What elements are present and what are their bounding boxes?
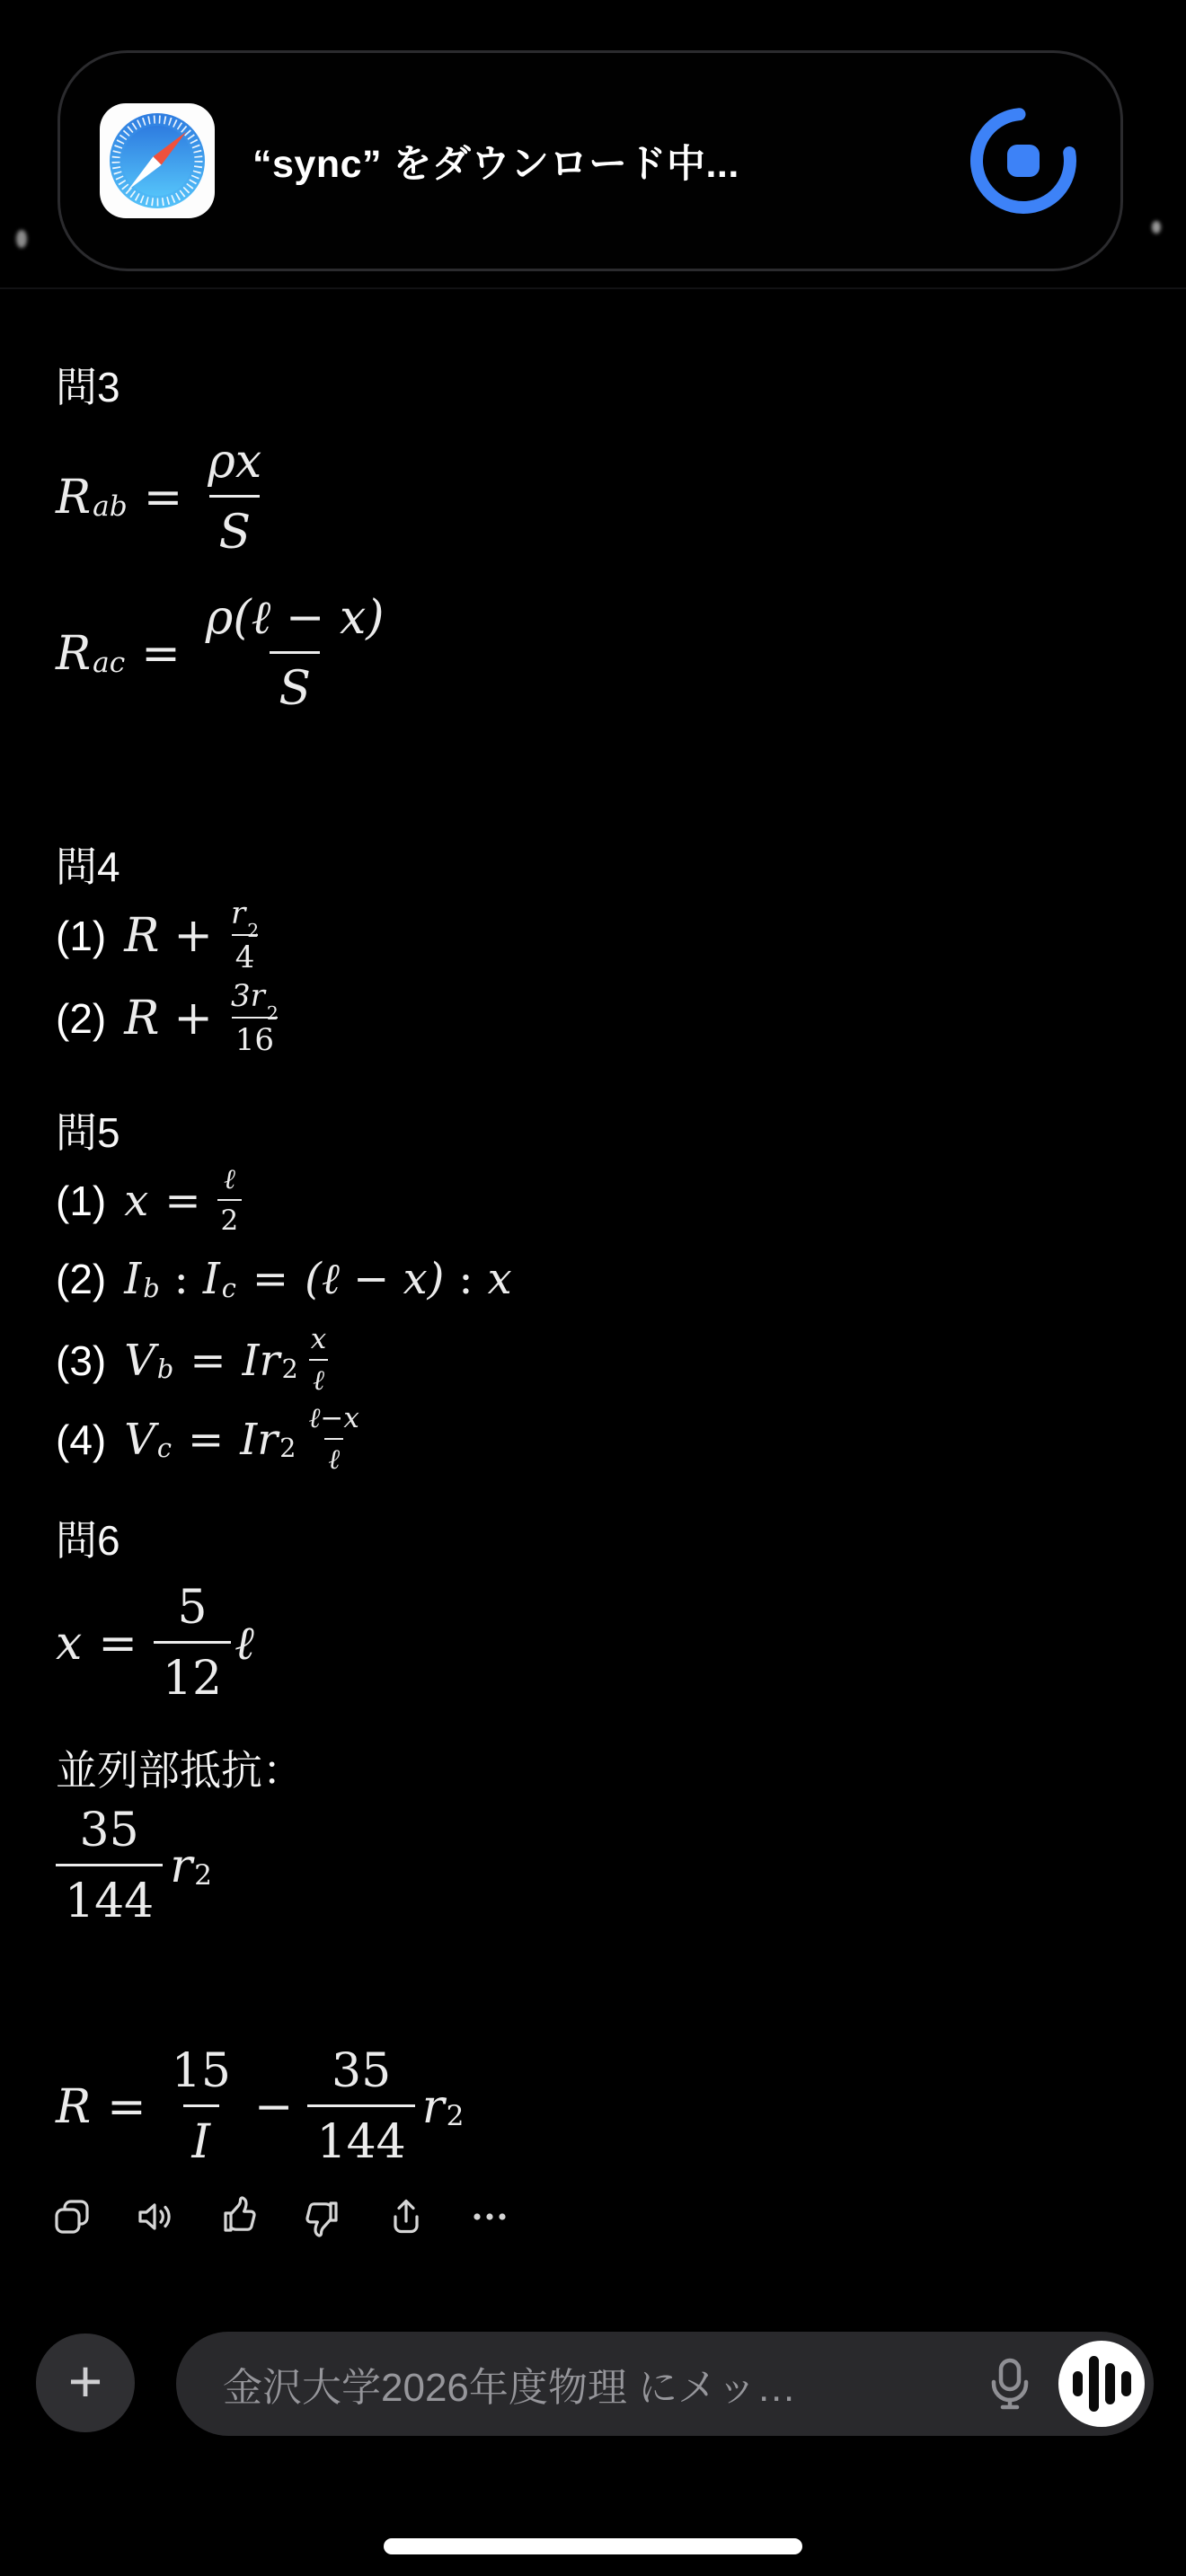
fraction <box>163 2044 240 2169</box>
copy-button[interactable] <box>50 2195 93 2238</box>
math-equals: = <box>143 470 183 525</box>
q5-heading: 問5 <box>56 1109 120 1156</box>
fraction <box>199 435 270 560</box>
math-var: Ir <box>242 1335 280 1386</box>
q3-equation-rac: R $_{ac}$ = ρ(ℓ − x) S <box>56 595 394 712</box>
parallel-equation: $\frac{35}{144}$ r $_2$ <box>56 1807 212 1925</box>
math-var: Ir <box>240 1414 279 1465</box>
edge-glare-left <box>16 230 27 248</box>
copy-icon <box>50 2195 93 2238</box>
math-equals: = <box>98 1616 137 1671</box>
fraction-denominator: ℓ <box>309 1359 328 1395</box>
fraction <box>154 1581 231 1706</box>
thumbs-down-button[interactable] <box>301 2195 344 2238</box>
more-button[interactable] <box>468 2195 511 2238</box>
fraction <box>197 591 394 716</box>
voice-waveform-icon <box>1073 2371 1083 2396</box>
fraction-denominator: 2 <box>217 1199 243 1235</box>
thumbs-up-icon <box>217 2195 261 2238</box>
attach-button[interactable] <box>36 2333 135 2432</box>
final-equation: R = $\frac{15}{I}$ − $\frac{35}{144}$ r $_2$ <box>56 2044 465 2169</box>
math-equals: = <box>164 1175 201 1226</box>
math-var: x <box>56 1616 83 1671</box>
fraction-numerator: 3r <box>230 978 265 1014</box>
edge-glare-right <box>1152 221 1161 234</box>
q5-item-2: (2) I $_b$ : I $_c$ = (ℓ − x) : x <box>56 1254 512 1304</box>
q5-item-1 <box>56 1163 242 1237</box>
fraction-numerator: x <box>310 1323 327 1355</box>
math-var: x <box>487 1254 512 1304</box>
q4-item-1 <box>56 895 262 975</box>
more-icon <box>468 2195 511 2238</box>
math-equals: = <box>252 1254 289 1304</box>
fraction <box>307 2044 414 2169</box>
mic-icon[interactable] <box>987 2357 1033 2411</box>
fraction-denominator: I <box>183 2104 220 2166</box>
fraction <box>307 1323 330 1397</box>
q4-heading: 問4 <box>56 843 120 890</box>
q5-item-3: (3) V $_b$ = Ir $_2$ x ℓ <box>56 1326 330 1395</box>
voice-mode-button[interactable] <box>1058 2341 1145 2427</box>
math-var: V <box>124 1414 155 1465</box>
fraction-numerator: ℓ−x <box>308 1402 359 1434</box>
q5-item-4: (4) V $_c$ = Ir $_2$ ℓ−x ℓ <box>56 1405 363 1474</box>
fraction-denominator: 144 <box>56 1864 163 1925</box>
math-var: x <box>124 1175 149 1226</box>
math-equals: = <box>188 1414 225 1465</box>
share-button[interactable] <box>385 2195 428 2238</box>
math-plus: + <box>173 991 213 1045</box>
fraction <box>227 895 262 975</box>
item-label: (2) <box>56 1256 107 1302</box>
math-colon: : <box>173 1254 189 1304</box>
math-equals: = <box>190 1335 226 1386</box>
fraction-numerator: 5 <box>177 1581 208 1635</box>
fraction-numerator: ρ(ℓ − x) <box>205 591 385 645</box>
fraction-numerator: 35 <box>79 1804 139 1857</box>
item-label: (2) <box>56 994 107 1042</box>
fraction-numerator: 15 <box>171 2044 231 2098</box>
fraction <box>305 1402 363 1476</box>
math-expr: (ℓ − x) <box>305 1254 445 1304</box>
fraction <box>56 1804 163 1928</box>
download-progress-stop-button[interactable] <box>966 103 1081 218</box>
item-label: (1) <box>56 1177 107 1224</box>
fraction-denominator: 144 <box>307 2104 414 2166</box>
fraction <box>217 1163 243 1237</box>
item-label: (3) <box>56 1337 107 1384</box>
overlay-divider <box>0 287 1186 289</box>
fraction-numerator: ℓ <box>223 1163 235 1195</box>
item-label: (1) <box>56 912 107 959</box>
fraction-denominator: S <box>209 495 260 556</box>
safari-icon <box>100 103 215 218</box>
q3-equation-rab: R $_{ab}$ = $\frac{\rho x}{S}$ <box>56 438 270 556</box>
math-var: V <box>124 1335 155 1386</box>
math-var: ℓ <box>235 1616 254 1671</box>
message-input[interactable] <box>176 2332 1154 2436</box>
read-aloud-button[interactable] <box>134 2195 177 2238</box>
parallel-heading: 並列部抵抗： <box>56 1747 304 1794</box>
plus-icon: + <box>67 2348 103 2414</box>
math-minus: − <box>253 2079 294 2134</box>
q4-item-2 <box>56 978 282 1058</box>
fraction-denominator: ℓ <box>324 1438 343 1474</box>
math-var: R <box>56 470 92 525</box>
math-var: R <box>124 991 160 1045</box>
fraction-denominator: 16 <box>232 1017 278 1055</box>
fraction-numerator: r <box>230 895 246 931</box>
q6-equation <box>56 1581 254 1706</box>
home-indicator[interactable] <box>384 2538 802 2554</box>
math-colon: : <box>458 1254 474 1304</box>
fraction-denominator: S <box>270 651 320 712</box>
math-sub: 2 <box>266 1001 279 1024</box>
q6-heading: 問6 <box>56 1517 120 1564</box>
progress-ring-icon <box>966 103 1081 218</box>
math-var: R <box>56 626 92 681</box>
thumbs-down-icon <box>301 2195 344 2238</box>
math-equals: = <box>141 626 181 681</box>
math-var: R <box>56 2079 92 2134</box>
math-var: I <box>202 1254 220 1304</box>
read-aloud-icon <box>134 2195 177 2238</box>
math-var: r <box>170 1839 193 1893</box>
math-equals: = <box>107 2079 146 2134</box>
fraction-numerator: 35 <box>332 2044 392 2098</box>
thumbs-up-button[interactable] <box>217 2195 261 2238</box>
share-icon <box>385 2195 428 2238</box>
math-plus: + <box>173 908 213 963</box>
math-sub: 2 <box>247 919 260 941</box>
math-var: I <box>124 1254 142 1304</box>
fraction-denominator: 12 <box>154 1641 231 1702</box>
message-input-placeholder: 金沢大学2026年度物理 にメッ… <box>223 2366 797 2410</box>
fraction <box>227 978 282 1058</box>
item-label: (4) <box>56 1416 107 1463</box>
math-var: R <box>124 908 160 963</box>
download-banner[interactable] <box>58 50 1123 271</box>
download-banner-title: “sync” をダウンロード中... <box>252 142 739 186</box>
q3-heading: 問3 <box>56 364 120 410</box>
fraction-denominator: 4 <box>232 934 259 973</box>
message-action-bar <box>50 2195 511 2238</box>
fraction-numerator: ρx <box>208 435 262 489</box>
math-var: r <box>421 2079 445 2134</box>
